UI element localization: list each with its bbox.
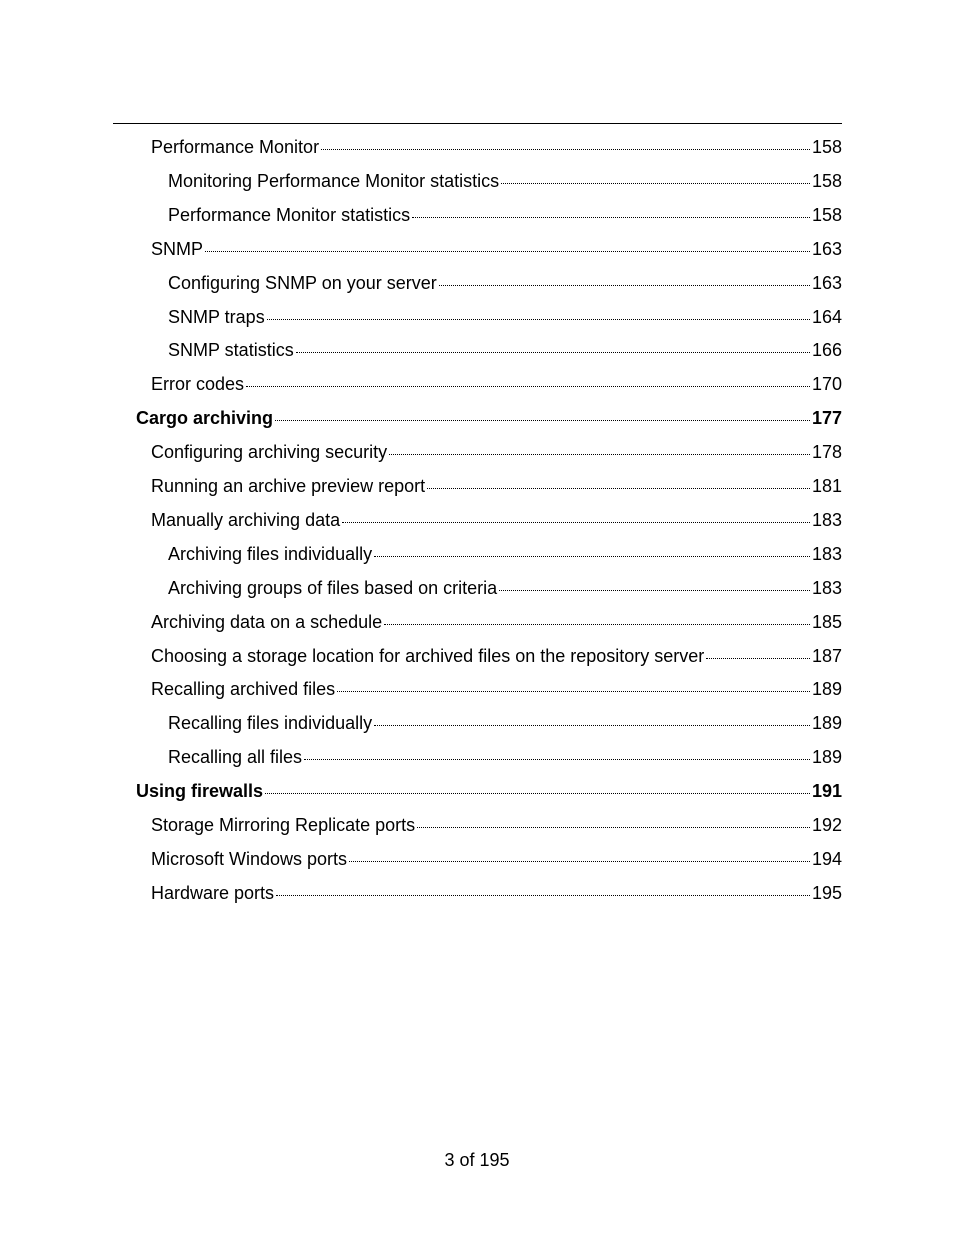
toc-entry[interactable] <box>151 639 842 673</box>
toc-entry-title: Storage Mirroring Replicate ports <box>151 815 416 835</box>
toc-entry-page-number: 181 <box>811 476 842 496</box>
toc-entry-page-number: 189 <box>811 747 842 768</box>
toc-dot-leader <box>337 691 810 692</box>
toc-dot-leader <box>384 624 810 625</box>
toc-dot-leader <box>389 454 810 455</box>
toc-chapter-entry[interactable] <box>136 401 842 435</box>
toc-dot-leader <box>246 386 810 387</box>
toc-dot-leader <box>439 285 810 286</box>
toc-dot-leader <box>267 319 810 320</box>
toc-entry[interactable] <box>168 266 842 300</box>
toc-dot-leader <box>427 488 810 489</box>
toc-entry-page-number: 177 <box>811 408 842 429</box>
toc-entry[interactable] <box>168 300 842 334</box>
toc-entry-page-number: 191 <box>811 781 842 802</box>
toc-dot-leader <box>499 590 810 591</box>
toc-entry-title: Running an archive preview report <box>151 476 426 496</box>
toc-entry-title: Recalling files individually <box>168 713 373 734</box>
toc-entry-title: Configuring SNMP on your server <box>168 272 437 293</box>
toc-entry-page-number: 163 <box>811 238 842 259</box>
toc-dot-leader <box>276 895 810 896</box>
toc-dot-leader <box>374 725 810 726</box>
toc-entry-title: Cargo archiving <box>136 408 274 429</box>
toc-entry-title: Archiving data on a schedule <box>151 611 383 632</box>
toc-entry[interactable] <box>151 469 842 503</box>
toc-entry-page-number: 158 <box>811 170 842 191</box>
toc-entry[interactable] <box>168 537 842 571</box>
toc-entry-page-number: 194 <box>811 848 842 869</box>
toc-entry-page-number: 163 <box>811 272 842 293</box>
toc-entry[interactable] <box>168 706 842 740</box>
toc-entry-page-number: 158 <box>811 137 842 157</box>
toc-entry-title: Performance Monitor <box>151 137 320 157</box>
toc-entry-title: SNMP statistics <box>168 340 294 361</box>
toc-dot-leader <box>706 658 810 659</box>
toc-entry[interactable] <box>168 571 842 605</box>
toc-entry-title: Hardware ports <box>151 882 275 903</box>
toc-entry[interactable] <box>151 367 842 401</box>
toc-dot-leader <box>342 522 810 523</box>
toc-entry[interactable] <box>151 808 842 842</box>
toc-chapter-entry[interactable] <box>136 774 842 808</box>
toc-entry-title: Monitoring Performance Monitor statistics <box>168 170 500 191</box>
toc-entry-title: SNMP traps <box>168 306 265 327</box>
toc-entry[interactable] <box>168 198 842 232</box>
toc-dot-leader <box>296 352 810 353</box>
toc-entry-title: Error codes <box>151 374 245 395</box>
toc-entry[interactable] <box>168 164 842 198</box>
toc-dot-leader <box>417 827 810 828</box>
toc-dot-leader <box>374 556 810 557</box>
toc-entry-title: Using firewalls <box>136 781 264 802</box>
toc-entry-page-number: 166 <box>811 340 842 361</box>
toc-dot-leader <box>275 420 810 421</box>
toc-entry-title: SNMP <box>151 238 204 259</box>
header-rule <box>113 123 842 124</box>
toc-entry-page-number: 178 <box>811 442 842 463</box>
toc-entry-title: Recalling archived files <box>151 679 336 700</box>
toc-entry[interactable] <box>151 876 842 910</box>
toc-entry[interactable] <box>168 333 842 367</box>
toc-dot-leader <box>412 217 810 218</box>
toc-entry-page-number: 170 <box>811 374 842 395</box>
toc-entry-title: Microsoft Windows ports <box>151 848 348 869</box>
toc-entry-page-number: 189 <box>811 679 842 700</box>
toc-entry[interactable] <box>151 605 842 639</box>
toc-entry-page-number: 187 <box>811 645 842 666</box>
toc-entry-title: Recalling all files <box>168 747 303 768</box>
page-number-footer: 3 of 195 <box>444 1150 510 1170</box>
toc-entry[interactable] <box>168 740 842 774</box>
toc-entry-page-number: 185 <box>811 611 842 632</box>
toc-entry-page-number: 183 <box>811 509 842 530</box>
toc-entry-page-number: 195 <box>811 882 842 903</box>
toc-dot-leader <box>304 759 810 760</box>
toc-entry-page-number: 164 <box>811 306 842 327</box>
toc-entry-page-number: 158 <box>811 204 842 225</box>
toc-entry[interactable] <box>151 232 842 266</box>
toc-dot-leader <box>321 149 810 150</box>
toc-entry-page-number: 189 <box>811 713 842 734</box>
toc-entry-page-number: 192 <box>811 815 842 835</box>
toc-entry-title: Choosing a storage location for archived files on the repository server <box>151 645 705 666</box>
toc-entry-title: Archiving groups of files based on criteria <box>168 577 498 598</box>
toc-entry[interactable] <box>151 672 842 706</box>
toc-entry-page-number: 183 <box>811 577 842 598</box>
toc-entry-title: Configuring archiving security <box>151 442 388 463</box>
toc-entry-title: Performance Monitor statistics <box>168 204 411 225</box>
toc-entry-title: Manually archiving data <box>151 509 341 530</box>
toc-dot-leader <box>205 251 810 252</box>
toc-entry-title: Archiving files individually <box>168 543 373 564</box>
toc-dot-leader <box>349 861 810 862</box>
toc-entry[interactable] <box>151 842 842 876</box>
toc-dot-leader <box>265 793 810 794</box>
toc-entry[interactable] <box>151 503 842 537</box>
toc-dot-leader <box>501 183 810 184</box>
toc-entry[interactable] <box>151 435 842 469</box>
toc-entry[interactable] <box>151 130 842 164</box>
toc-entry-page-number: 183 <box>811 543 842 564</box>
